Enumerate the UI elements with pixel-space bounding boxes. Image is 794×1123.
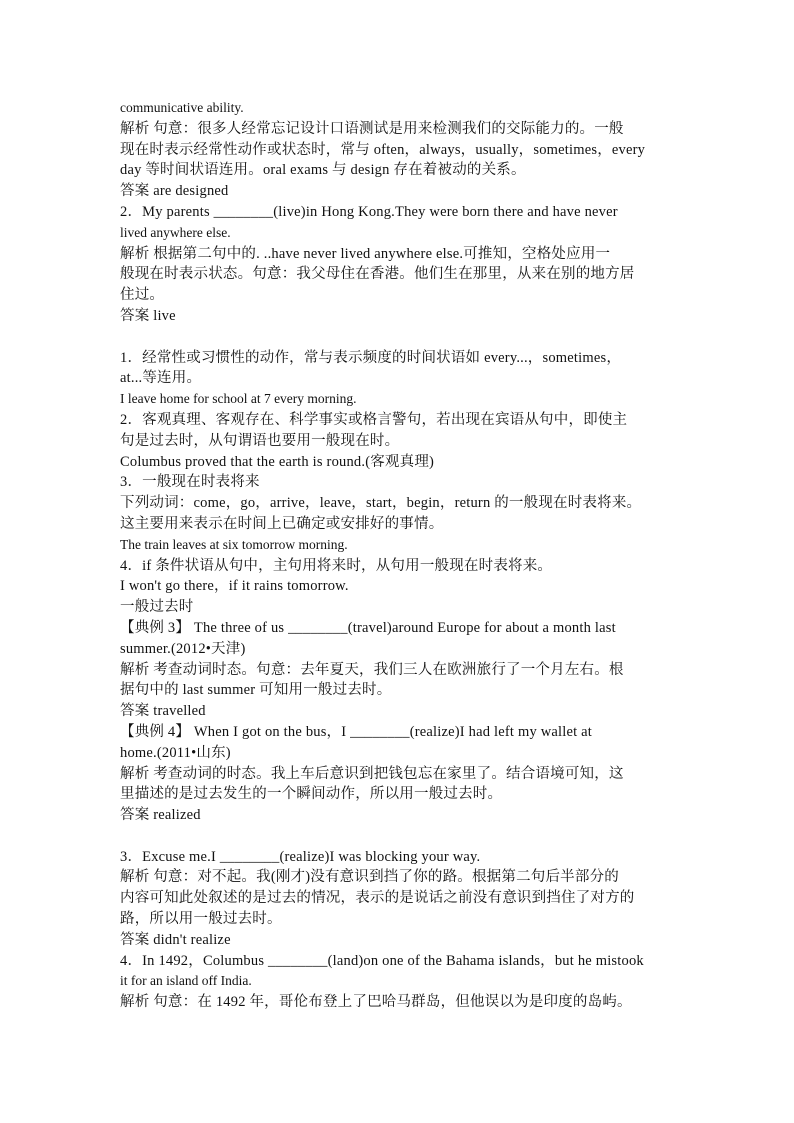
text-line: lived anywhere else. — [120, 224, 231, 240]
text-line: 解析 句意：在 1492 年，哥伦布登上了巴哈马群岛，但他误以为是印度的岛屿。 — [120, 994, 632, 1011]
text-line: 解析 考查动词的时态。我上车后意识到把钱包忘在家里了。结合语境可知，这 — [120, 765, 624, 782]
text-line: day 等时间状语连用。oral exams 与 design 存在着被动的关系。 — [120, 162, 526, 179]
text-line: 4．if 条件状语从句中，主句用将来时，从句用一般现在时表将来。 — [120, 557, 553, 574]
text-line: 内容可知此处叙述的是过去的情况，表示的是说话之前没有意识到挡住了对方的 — [120, 890, 635, 907]
text-line: 3．一般现在时表将来 — [120, 474, 260, 491]
text-line: Columbus proved that the earth is round.(客观真理) — [120, 453, 435, 470]
document-page — [120, 98, 676, 1013]
text-line: 答案 realized — [120, 807, 201, 824]
text-line: 下列动词：come，go，arrive，leave，start，begin，return 的一般现在时表将来。 — [120, 495, 642, 512]
text-line: 解析 句意：对不起。我(刚才)没有意识到挡了你的路。根据第二句后半部分的 — [120, 869, 619, 886]
text-line: 【典例 4】 When I got on the bus，I ________(realize)I had left my wallet at — [120, 723, 593, 740]
text-line: 答案 are designed — [120, 183, 229, 200]
text-line: The train leaves at six tomorrow morning. — [120, 536, 348, 552]
text-line: 2．客观真理、客观存在、科学事实或格言警句，若出现在宾语从句中，即使主 — [120, 411, 628, 428]
text-line: 【典例 3】 The three of us ________(travel)around Europe for about a month last — [120, 619, 616, 636]
text-line: 般现在时表示状态。句意：我父母住在香港。他们生在那里，从来在别的地方居 — [120, 266, 635, 283]
text-line: 这主要用来表示在时间上已确定或安排好的事情。 — [120, 515, 444, 532]
text-line: at...等连用。 — [120, 370, 202, 387]
text-line: 现在时表示经常性动作或状态时，常与 often，always，usually，sometimes，every — [120, 141, 646, 158]
text-line: 解析 根据第二句中的. ..have never lived anywhere else.可推知，空格处应用一 — [120, 245, 611, 262]
text-line: 答案 live — [120, 307, 176, 324]
text-line: home.(2011•山东) — [120, 744, 231, 761]
text-line: 里描述的是过去发生的一个瞬间动作，所以用一般过去时。 — [120, 786, 503, 803]
blank-line — [120, 327, 676, 348]
text-line: 解析 考查动词时态。句意：去年夏天，我们三人在欧洲旅行了一个月左右。根 — [120, 661, 624, 678]
text-line: 答案 didn't realize — [120, 931, 231, 948]
text-line: 答案 travelled — [120, 703, 206, 720]
text-line: I leave home for school at 7 every morning. — [120, 391, 357, 407]
text-line: communicative ability. — [120, 100, 244, 115]
text-line: 据句中的 last summer 可知用一般过去时。 — [120, 682, 392, 699]
text-line: 2．My parents ________(live)in Hong Kong.They were born there and have never — [120, 203, 618, 220]
text-line: 路，所以用一般过去时。 — [120, 911, 282, 928]
text-line: I won't go there，if it rains tomorrow. — [120, 578, 349, 595]
text-line: 1．经常性或习惯性的动作，常与表示频度的时间状语如 every...，sometimes， — [120, 349, 622, 366]
blank-line — [120, 826, 676, 847]
text-line: 4．In 1492，Columbus ________(land)on one of the Bahama islands，but he mistook — [120, 952, 644, 969]
text-line: 住过。 — [120, 287, 165, 304]
text-line: 解析 句意：很多人经常忘记设计口语测试是用来检测我们的交际能力的。一般 — [120, 120, 624, 137]
text-line: summer.(2012•天津) — [120, 640, 246, 657]
text-line: it for an island off India. — [120, 973, 252, 989]
text-line: 句是过去时，从句谓语也要用一般现在时。 — [120, 432, 400, 449]
text-line: 一般过去时 — [120, 599, 194, 616]
text-line: 3．Excuse me.I ________(realize)I was blocking your way. — [120, 848, 481, 865]
